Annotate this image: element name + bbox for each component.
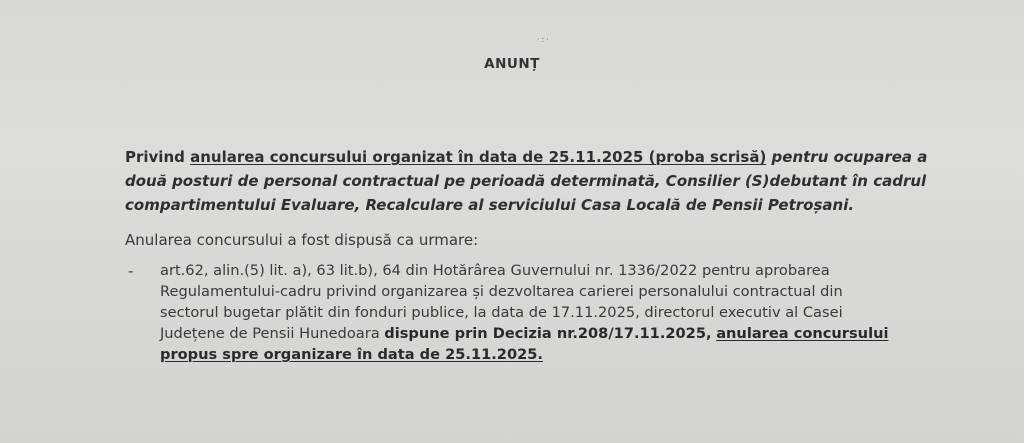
bullet-item <box>160 260 980 365</box>
bullet-line-3: sectorul bugetar plătit din fonduri publice, la data de 17.11.2025, directorul executiv al Casei <box>160 304 843 321</box>
cause-line: Anularea concursului a fost dispusă ca urmare: <box>125 231 479 249</box>
scan-artifact: ·:· <box>537 35 551 44</box>
intro-lead: Privind <box>125 148 191 166</box>
intro-line-2: două posturi de personal contractual pe perioadă determinată, Consilier (S)debutant în cadrul <box>125 172 927 190</box>
bullet-line-4 <box>160 323 980 344</box>
bullet-line-2: Regulamentului-cadru privind organizarea și dezvoltarea carierei personalului contractual din <box>160 283 843 300</box>
intro-line-3: compartimentului Evaluare, Recalculare al serviciului Casa Locală de Pensii Petroșani. <box>125 196 855 214</box>
page-title: ANUNȚ <box>484 56 540 72</box>
intro-line1-rest: pentru ocuparea a <box>766 148 928 166</box>
intro-underlined-text: anularea concursului organizat în data de 25.11.2025 (proba scrisă) <box>190 148 767 166</box>
decision-reference: dispune prin Decizia nr.208/17.11.2025, <box>384 325 712 342</box>
bullet-marker: - <box>128 262 134 280</box>
intro-paragraph <box>125 145 985 217</box>
bullet-line-5: propus spre organizare în data de 25.11.2025. <box>160 346 543 363</box>
annulment-underlined: anularea concursului <box>716 325 889 342</box>
bullet-line-4-a: Județene de Pensii Hunedoara <box>160 325 385 342</box>
intro-line-1 <box>125 145 985 169</box>
bullet-line-1: art.62, alin.(5) lit. a), 63 lit.b), 64 din Hotărârea Guvernului nr. 1336/2022 pentru aprobarea <box>160 262 830 279</box>
